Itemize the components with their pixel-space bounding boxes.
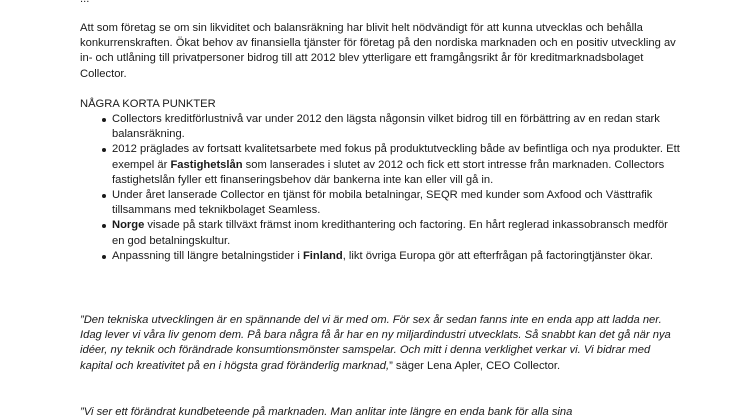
quote-paragraph-2 bbox=[80, 405, 680, 420]
quote-text: ”Den tekniska utvecklingen är en spännande del vi är med om. För sex år sedan fanns inte en enda app att ladda ner. Idag lever vi våra liv genom dem. På bara några få år har en ny miljardindustri utvecklats. Så snabbt kan det gå när nya idéer, ny teknik och förändrade konsumtionsmönster samspelar. Och mitt i denna verklighet verkar vi. Vi bidrar med kapital och kreativitet på en i högsta grad föränderlig marknad, bbox=[80, 314, 671, 372]
list-item: Collectors kreditförlustnivå var under 2012 den lägsta någonsin vilket bidrog till en förbättring av en redan stark balansräkning. bbox=[80, 112, 680, 142]
bold-term: Norge bbox=[112, 219, 145, 232]
bold-term: Fastighetslån bbox=[170, 158, 243, 171]
quote-attribution: ” säger Lena Apler, CEO Collector. bbox=[389, 359, 561, 372]
quote-paragraph bbox=[80, 313, 680, 374]
quote-text-2: ”Vi ser ett förändrat kundbeteende på marknaden. Man anlitar inte längre en enda bank för alla sina bbox=[80, 406, 573, 418]
section-heading: NÅGRA KORTA PUNKTER bbox=[80, 98, 216, 110]
list-item: Anpassning till längre betalningstider i Finland, likt övriga Europa gör att efterfrågan på factoringtjänster ökar. bbox=[80, 249, 680, 264]
bullet-icon bbox=[102, 194, 106, 198]
bullet-list bbox=[80, 112, 680, 264]
intro-paragraph: Att som företag se om sin likviditet och balansräkning har blivit helt nödvändigt för att kunna utvecklas och behålla konkurrenskraften. Ökat behov av finansiella tjänster för företag på den nordiska marknaden och en positiv utveckling av in- och utlåning till privatpersoner bidrog till att 2012 blev ytterligare ett framgångsrikt år för kreditmarknadsbolaget Collector. bbox=[80, 22, 676, 80]
bullet-icon bbox=[102, 255, 106, 259]
bullet-icon bbox=[102, 118, 106, 122]
list-item: Norge visade på stark tillväxt främst inom kredithantering och factoring. En hårt reglerad inkassobransch medför en god betalningskultur. bbox=[80, 218, 680, 248]
bold-term: Finland bbox=[302, 249, 343, 262]
clipped-top-line bbox=[80, 0, 280, 5]
list-item: 2012 präglades av fortsatt kvalitetsarbete med fokus på produktutveckling både av befintliga och nya produkter. Ett exempel är Fastighetslån som lanserades i slutet av 2012 och fick ett stort intresse från marknaden. Collectors fastighetslån fyller ett finanseringsbehov där bankerna inte kan eller vill gå in. bbox=[80, 142, 680, 188]
list-item: Under året lanserade Collector en tjänst för mobila betalningar, SEQR med kunder som Axfood och Västtrafik tillsammans med teknikbolaget Seamless. bbox=[80, 188, 680, 218]
